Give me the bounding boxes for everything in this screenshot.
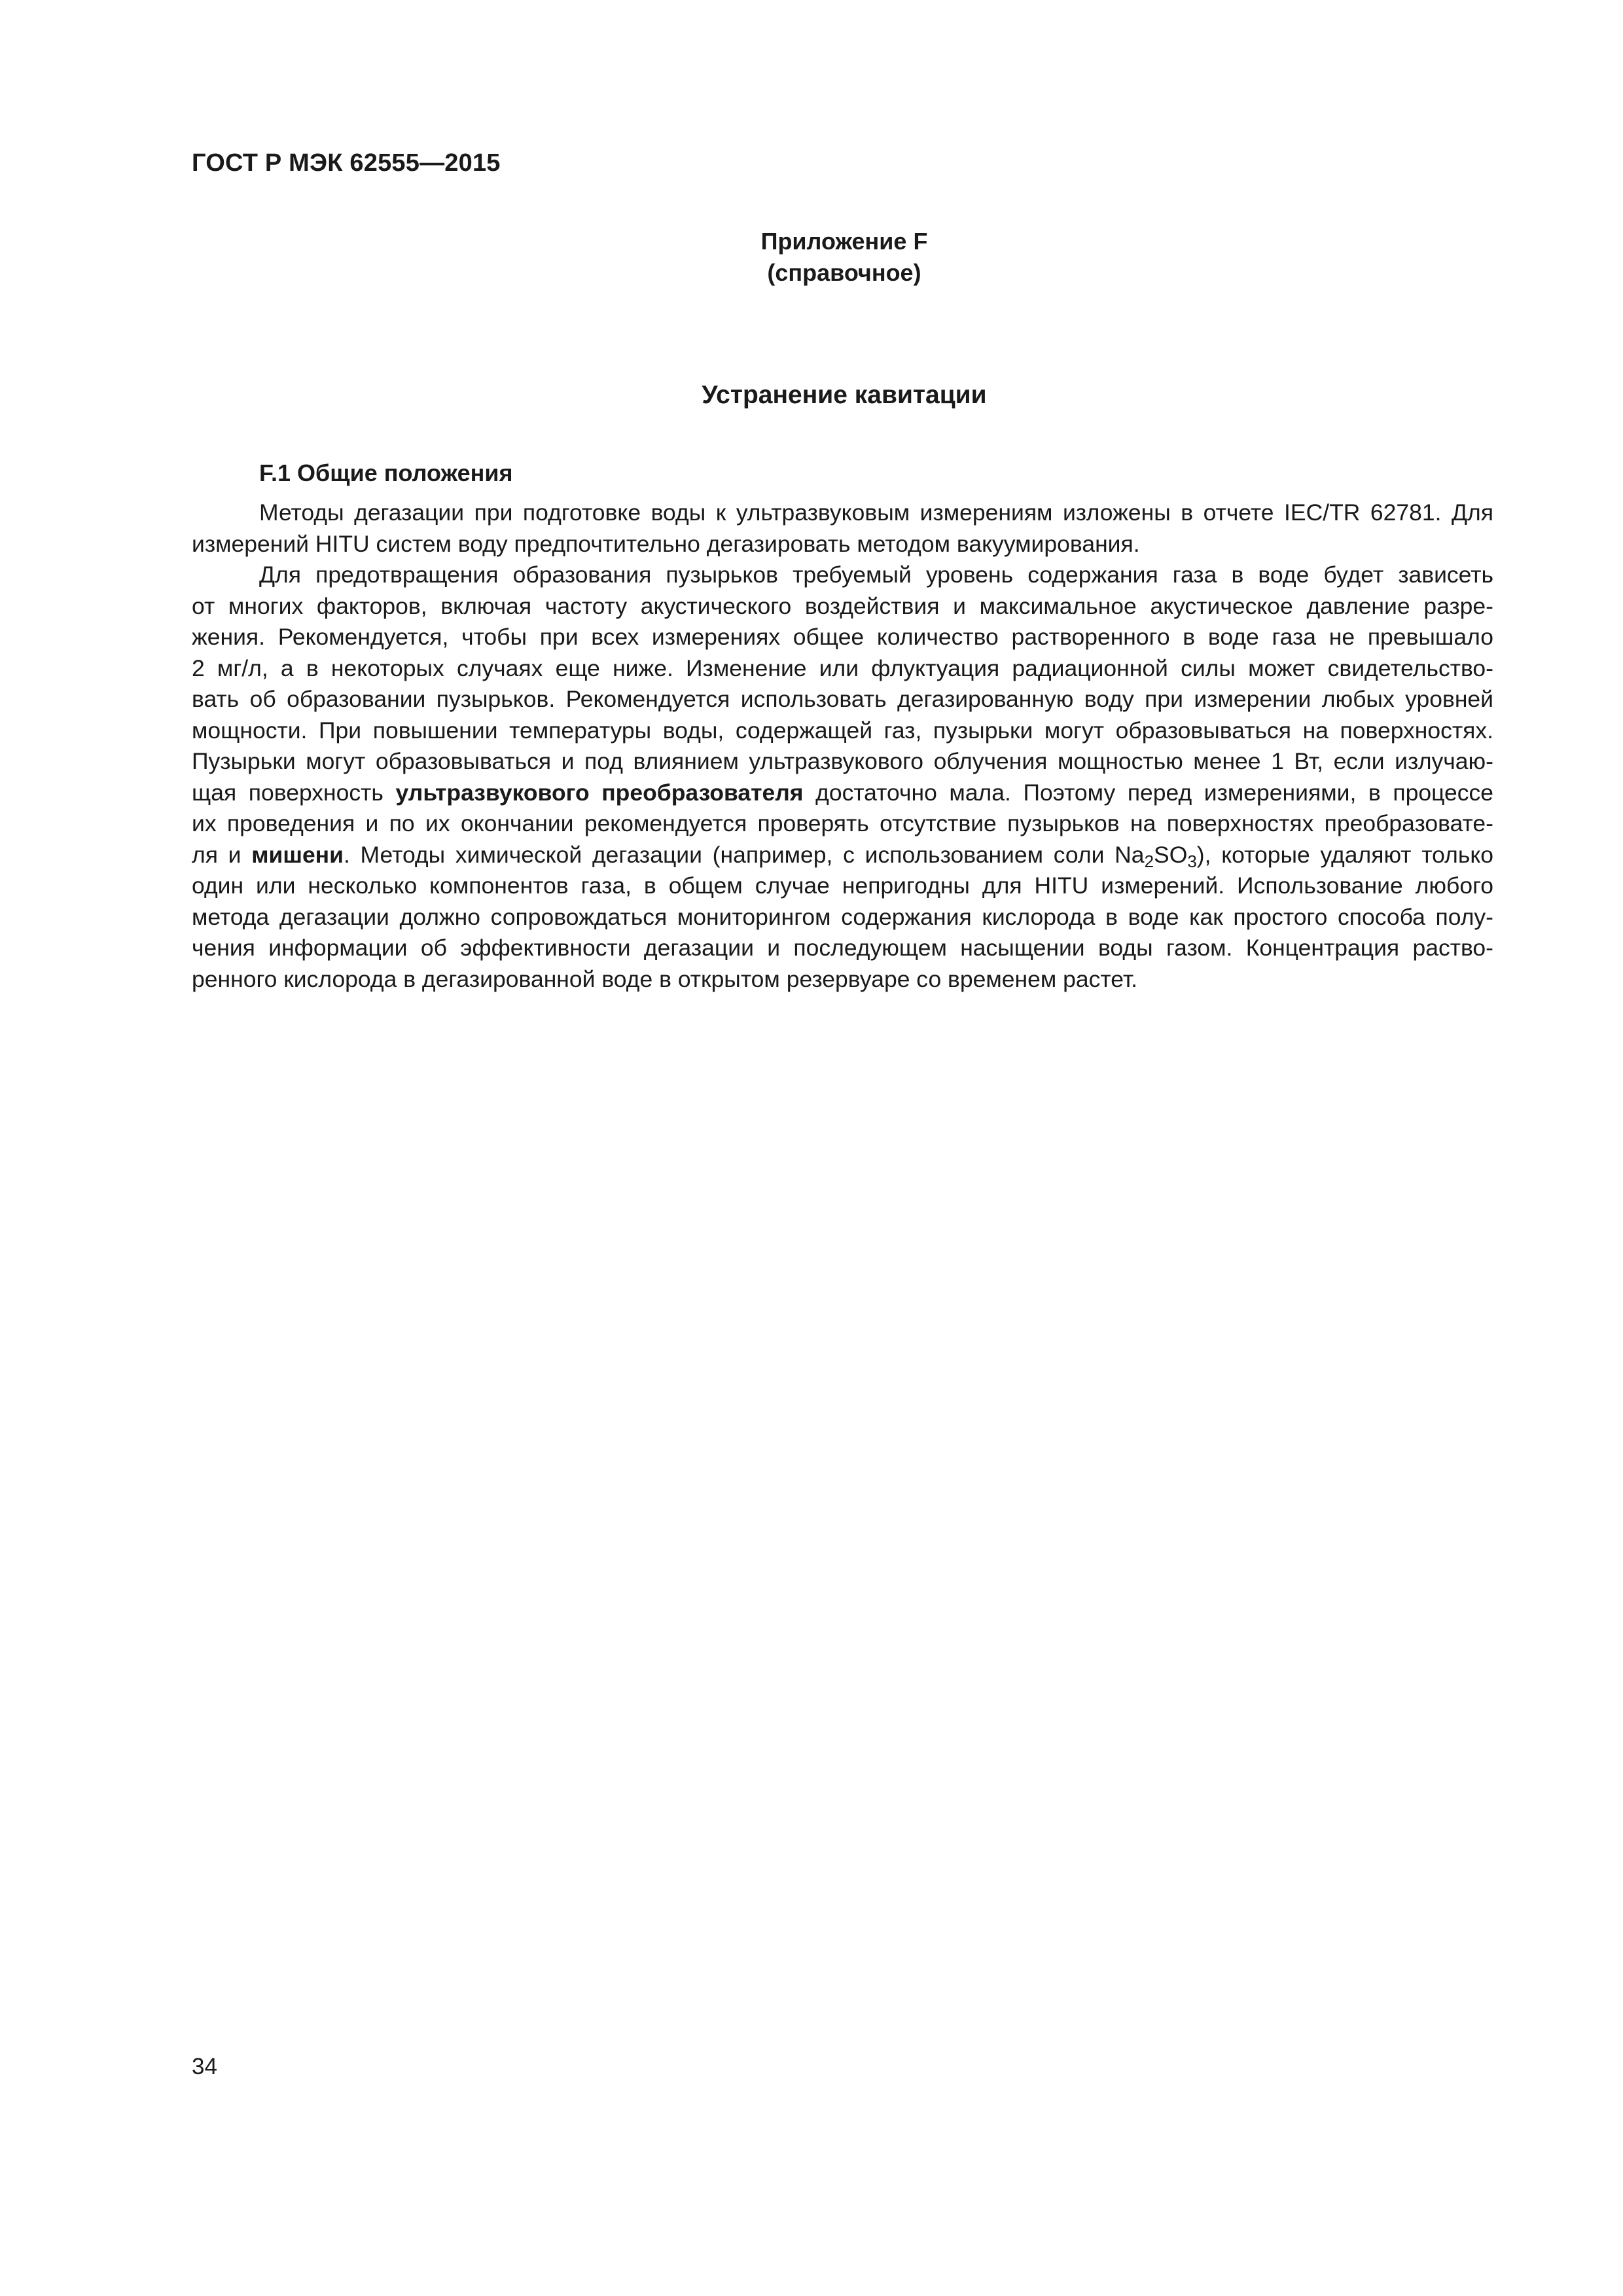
paragraph-1-line-2: измерений HITU систем воду предпочтительно дегазировать методом вакуумирования.	[192, 530, 1140, 557]
paragraph-2-line-4: 2 мг/л, а в некоторых случаях еще ниже. Изменение или флуктуация радиационной силы может свидетельство-	[192, 655, 1493, 681]
paragraph-2-line-3: жения. Рекомендуется, чтобы при всех измерениях общее количество растворенного в воде газа не превышало	[192, 624, 1493, 650]
text-run: SO	[1154, 841, 1188, 868]
subscript: 3	[1187, 851, 1197, 871]
text-run: достаточно мала. Поэтому перед измерениями, в процессе	[803, 779, 1493, 806]
text-run: щая поверхность	[192, 779, 396, 806]
paragraph-2-line-7: Пузырьки могут образовываться и под влиянием ультразвукового облучения мощностью менее 1 Вт, если излучаю-	[192, 748, 1493, 774]
paragraph-2-line-12: метода дегазации должно сопровождаться мониторингом содержания кислорода в воде как простого способа полу-	[192, 903, 1493, 930]
annex-title: Устранение кавитации	[702, 381, 987, 409]
section-heading: F.1 Общие положения	[259, 459, 513, 486]
paragraph-2-line-10	[192, 840, 1493, 871]
page-number: 34	[192, 2054, 217, 2079]
annex-status: (справочное)	[767, 259, 921, 286]
term-ultrasonic-transducer: ультразвукового преобразователя	[395, 779, 804, 806]
annex-header	[0, 226, 1623, 289]
paragraph-2-line-1: Для предотвращения образования пузырьков требуемый уровень содержания газа в воде будет зависеть	[259, 562, 1493, 588]
subscript: 2	[1144, 851, 1154, 871]
text-run: ля и	[192, 841, 252, 868]
standard-code: ГОСТ Р МЭК 62555—2015	[192, 149, 501, 177]
paragraph-2-line-5: вать об образовании пузырьков. Рекомендуется использовать дегазированную воду при измерении любых уровней	[192, 686, 1493, 712]
paragraph-1-line-1: Методы дегазации при подготовке воды к ультразвуковым измерениям изложены в отчете IEC/TR 62781. Для	[259, 499, 1493, 526]
text-run: . Методы химической дегазации (например, с использованием соли Na	[343, 841, 1145, 868]
paragraph-2-line-9: их проведения и по их окончании рекомендуется проверять отсутствие пузырьков на поверхностях преобразовате-	[192, 810, 1493, 836]
paragraph-2-line-13: чения информации об эффективности дегазации и последующем насыщении воды газом. Концентрация раство-	[192, 935, 1493, 961]
paragraph-2-line-11: один или несколько компонентов газа, в общем случае непригодны для HITU измерений. Использование любого	[192, 872, 1493, 899]
text-run: ), которые удаляют только	[1196, 841, 1493, 868]
paragraph-2-line-2: от многих факторов, включая частоту акустического воздействия и максимальное акустическое давление разре-	[192, 592, 1493, 619]
paragraph-2-line-14: ренного кислорода в дегазированной воде в открытом резервуаре со временем растет.	[192, 965, 1138, 992]
section-body	[192, 497, 1493, 995]
term-target: мишени	[251, 841, 344, 868]
paragraph-2-line-8	[192, 778, 1493, 809]
paragraph-2-line-6: мощности. При повышении температуры воды, содержащей газ, пузырьки могут образовываться на поверхностях.	[192, 717, 1493, 744]
annex-label: Приложение F	[760, 228, 928, 255]
